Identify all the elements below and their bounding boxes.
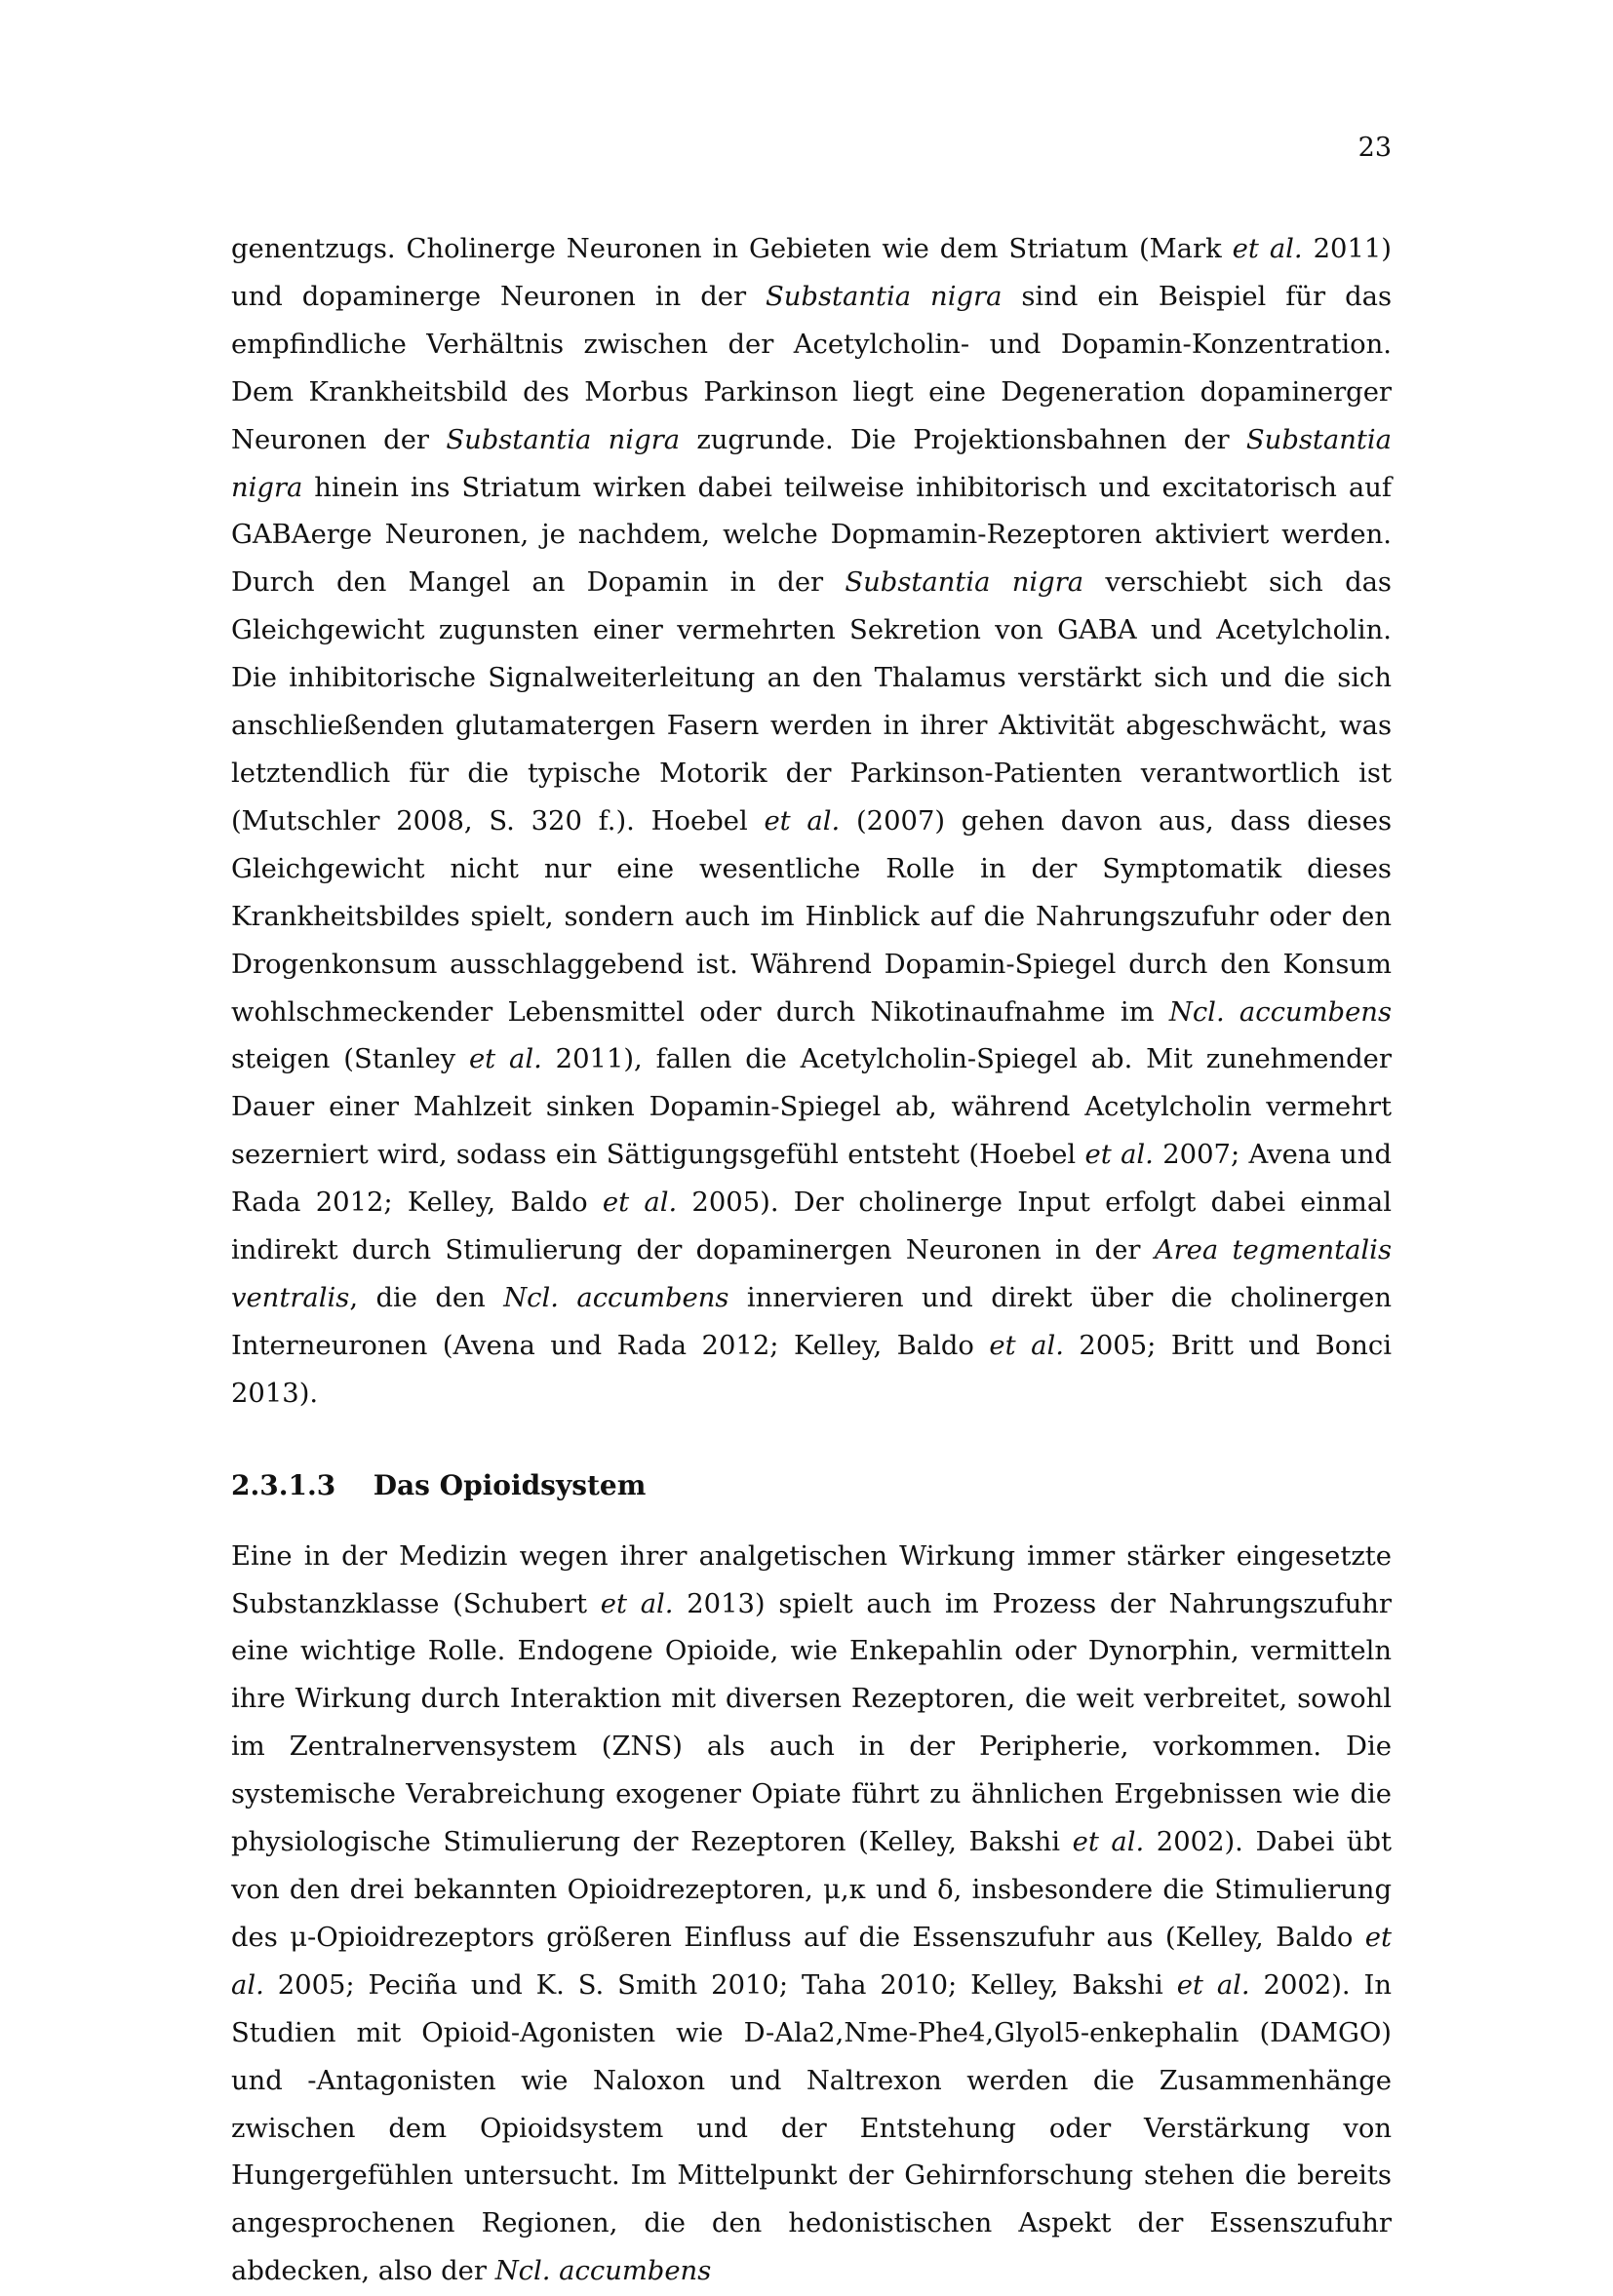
- text-run: 2007; Avena und Rada 2012; Kelley, Baldo: [231, 1140, 1392, 1219]
- italic-text-run: et al.: [1084, 1140, 1154, 1171]
- text-run: zugrunde. Die Projektionsbahnen der: [680, 424, 1246, 455]
- body-paragraph: [231, 226, 1392, 1419]
- text-run: 2005; Peciña und K. S. Smith 2010; Taha 2010; Kelley, Bakshi: [263, 1969, 1177, 2001]
- body-paragraph: [231, 1534, 1392, 2296]
- text-run: 2011), fallen die Acetylcholin-Spiegel ab. Mit zunehmender Dauer einer Mahlzeit sinken Dopamin-Spiegel ab, während Acetylcholin vermehrt sezerniert wird, sodass ein Sättigungsgefühl entsteht (Hoebel: [231, 1044, 1392, 1171]
- italic-text-run: Substantia nigra: [446, 424, 681, 455]
- text-run: , die den: [349, 1282, 504, 1313]
- italic-text-run: et al.: [602, 1187, 678, 1219]
- text-run: 2013) spielt auch im Prozess der Nahrungszufuhr eine wichtige Rolle. Endogene Opioide, wie Enkepahlin oder Dynorphin, vermitteln ihre Wirkung durch Interaktion mit diversen Rezeptoren, die weit verbreitet, sowohl im Zentralnervensystem (ZNS) als auch in der Peripherie, vorkommen. Die systemische Verabreichung exogener Opiate führt zu ähnlichen Ergebnissen wie die physiologische Stimulierung der Rezeptoren (Kelley, Bakshi: [231, 1588, 1392, 1858]
- italic-text-run: et al.: [764, 805, 841, 837]
- italic-text-run: et al.: [989, 1330, 1064, 1361]
- page-number: 23: [1357, 133, 1392, 163]
- italic-text-run: et al.: [600, 1588, 674, 1619]
- text-run: verschiebt sich das Gleichgewicht zugunsten einer vermehrten Sekretion von GABA und Acetylcholin. Die inhibitorische Signalweiterleitung an den Thalamus verstärkt sich und die sich anschließenden glutamatergen Fasern werden in ihrer Aktivität abgeschwächt, was letztendlich für die typische Motorik der Parkinson-Patienten verantwortlich ist (Mutschler 2008, S. 320 f.). Hoebel: [231, 567, 1392, 837]
- italic-text-run: et al.: [1176, 1969, 1250, 2001]
- text-run: 2002). Dabei übt von den drei bekannten Opioidrezeptoren, μ,κ und δ, insbesondere die Stimulierung des μ-Opioidrezeptors größeren Einfluss auf die Essenszufuhr aus (Kelley, Baldo: [231, 1827, 1392, 1953]
- italic-text-run: Area tegmentalis ventralis: [231, 1235, 1392, 1313]
- text-run: 2005; Britt und Bonci 2013).: [231, 1330, 1392, 1409]
- section-number: 2.3.1.3: [231, 1468, 336, 1501]
- italic-text-run: et al.: [1232, 234, 1303, 264]
- text-run: Eine in der Medizin wegen ihrer analgetischen Wirkung immer stärker eingesetzte Substanzklasse (Schubert: [231, 1540, 1392, 1619]
- italic-text-run: Ncl. accumbens: [503, 1282, 729, 1313]
- text-run: 2002). In Studien mit Opioid-Agonisten wie D-Ala2,Nme-Phe4,Glyol5-enkephalin (DAMGO) und -Antagonisten wie Naloxon und Naltrexon werden die Zusammenhänge zwischen dem Opioidsystem und der Entstehung oder Verstärkung von Hungergefühlen untersucht. Im Mittelpunkt der Gehirnforschung stehen die bereits angesprochenen Regionen, die den hedonistischen Aspekt der Essenszufuhr abdecken, also der: [231, 1969, 1392, 2287]
- italic-text-run: Substantia nigra: [766, 281, 1003, 312]
- italic-text-run: Substantia nigra: [231, 424, 1392, 503]
- page-content: [231, 226, 1392, 2296]
- italic-text-run: Ncl. accumbens: [1168, 996, 1392, 1028]
- text-run: 2005). Der cholinerge Input erfolgt dabei einmal indirekt durch Stimulierung der dopaminergen Neuronen in der: [231, 1187, 1392, 1266]
- italic-text-run: Ncl. accumbens: [494, 2256, 712, 2287]
- text-run: 2011) und dopaminerge Neuronen in der: [231, 234, 1392, 312]
- italic-text-run: et al.: [468, 1044, 542, 1075]
- italic-text-run: Substantia nigra: [845, 567, 1084, 599]
- section-title: Das Opioidsystem: [373, 1468, 647, 1501]
- italic-text-run: et al.: [231, 1922, 1392, 2001]
- text-run: innervieren und direkt über die cholinergen Interneuronen (Avena und Rada 2012; Kelley, Baldo: [231, 1282, 1393, 1361]
- italic-text-run: et al.: [1072, 1827, 1145, 1858]
- text-run: steigen (Stanley: [231, 1044, 469, 1075]
- text-run: sind ein Beispiel für das empfindliche Verhältnis zwischen der Acetylcholin- und Dopamin-Konzentration. Dem Krankheitsbild des Morbus Parkinson liegt eine Degeneration dopaminerger Neuronen der: [231, 281, 1392, 455]
- text-run: (2007) gehen davon aus, dass dieses Gleichgewicht nicht nur eine wesentliche Rolle in der Symptomatik dieses Krankheitsbildes spielt, sondern auch im Hinblick auf die Nahrungszufuhr oder den Drogenkonsum ausschlaggebend ist. Während Dopamin-Spiegel durch den Konsum wohlschmeckender Lebensmittel oder durch Nikotinaufnahme im: [231, 805, 1392, 1028]
- section-heading: [231, 1466, 1392, 1505]
- text-run: genentzugs. Cholinerge Neuronen in Gebieten wie dem Striatum (Mark: [231, 234, 1233, 264]
- text-run: hinein ins Striatum wirken dabei teilweise inhibitorisch und excitatorisch auf GABAerge Neuronen, je nachdem, welche Dopmamin-Rezeptoren aktiviert werden. Durch den Mangel an Dopamin in der: [231, 472, 1392, 599]
